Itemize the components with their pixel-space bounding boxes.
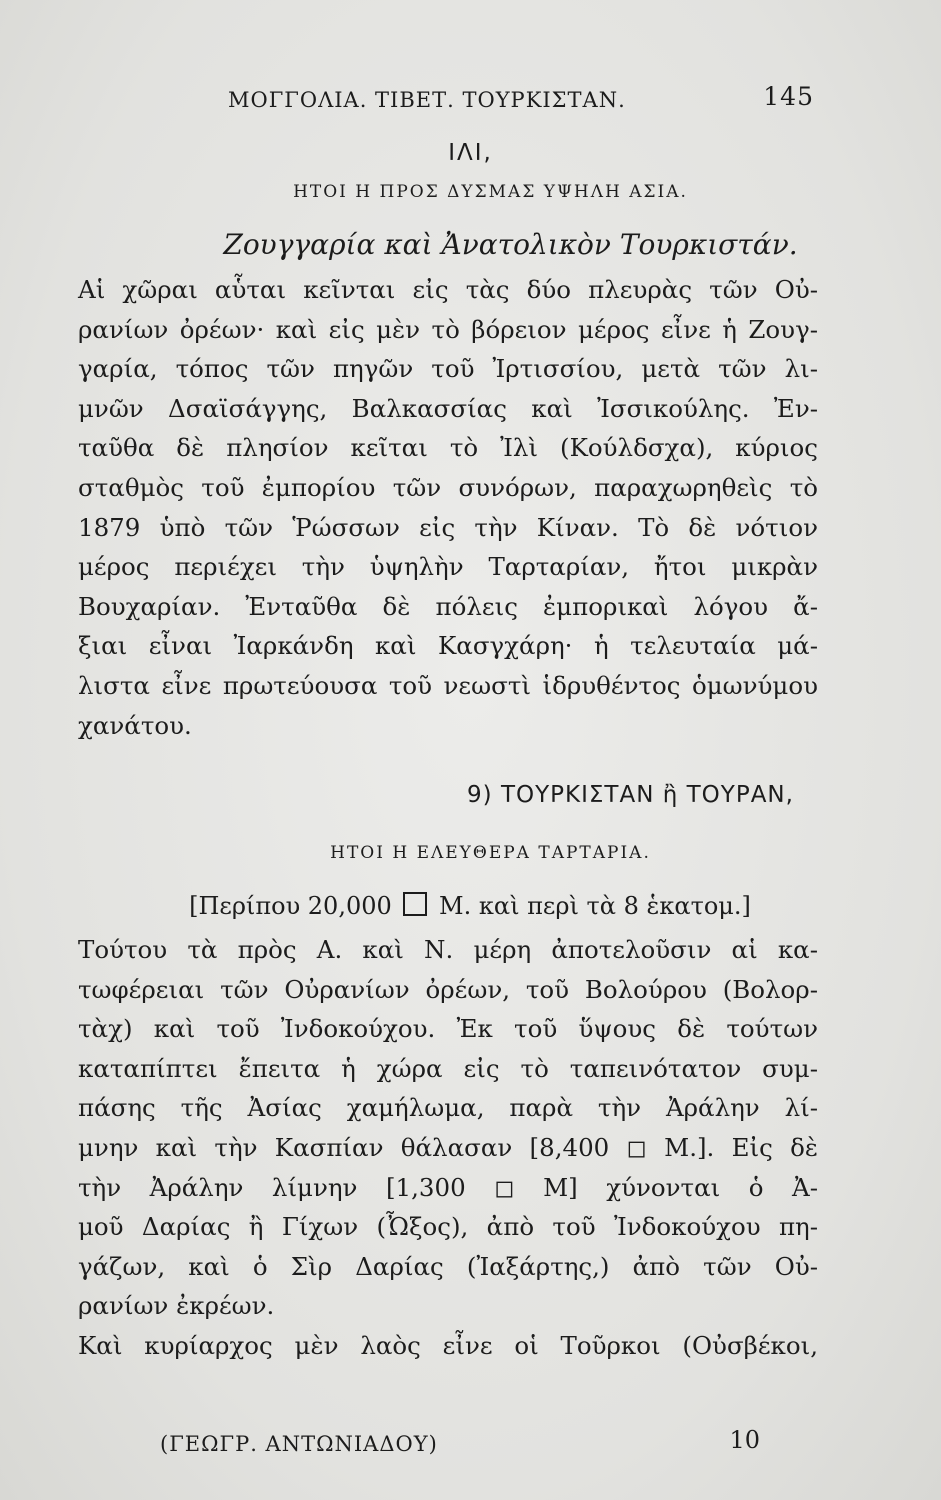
text-line: Βουχαρίαν. Ἐνταῦθα δὲ πόλεις ἐμπορικαὶ λόγου ἄ-: [78, 591, 818, 621]
text-line: τωφέρειαι τῶν Οὐρανίων ὀρέων, τοῦ Βολούρου (Βολορ-: [78, 974, 818, 1004]
running-title: ΜΟΓΓΟΛΙΑ. ΤΙΒΕΤ. ΤΟΥΡΚΙΣΤΑΝ.: [228, 88, 626, 112]
text-line: γαρία, τόπος τῶν πηγῶν τοῦ Ἰρτισσίου, μετὰ τῶν λι-: [78, 354, 818, 384]
paragraph-zungaria: [78, 270, 818, 745]
text-line: τὴν Ἀράλην λίμνην [1,300 ◻ Μ] χύνονται ὁ Ἀ-: [78, 1172, 818, 1202]
text-line: τὰχ) καὶ τοῦ Ἰνδοκούχου. Ἐκ τοῦ ὕψους δὲ τούτων: [78, 1014, 818, 1044]
text-line: μνην καὶ τὴν Κασπίαν θάλασαν [8,400 ◻ Μ.]. Εἰς δὲ: [78, 1132, 818, 1162]
area-note: [130, 892, 810, 920]
area-note-end: Μ. καὶ περὶ τὰ 8 ἑκατομ.]: [439, 892, 751, 920]
text-line: καταπίπτει ἔπειτα ἡ χώρα εἰς τὸ ταπεινότατον συμ-: [78, 1053, 818, 1083]
text-line: ξιαι εἶναι Ἰαρκάνδη καὶ Κασγχάρη· ἡ τελευταία μά-: [78, 631, 818, 661]
text-line: μοῦ Δαρίας ἢ Γίχων (Ὦξος), ἀπὸ τοῦ Ἰνδοκούχου πη-: [78, 1212, 818, 1242]
text-line: πάσης τῆς Ἀσίας χαμήλωμα, παρὰ τὴν Ἀράλην λί-: [78, 1093, 818, 1123]
section-number: ΙΛΙ,: [448, 140, 493, 166]
text-line: μέρος περιέχει τὴν ὑψηλὴν Ταρταρίαν, ἤτοι μικρὰν: [78, 552, 818, 582]
text-line: Τούτου τὰ πρὸς Α. καὶ Ν. μέρη ἀποτελοῦσιν αἱ κα-: [78, 935, 818, 964]
square-symbol-icon: [403, 892, 427, 916]
text-line: ταῦθα δὲ πλησίον κεῖται τὸ Ἰλὶ (Κούλδσχα), κύριος: [78, 433, 818, 463]
text-line: λιστα εἶνε πρωτεύουσα τοῦ νεωστὶ ἱδρυθέντος ὁμωνύμου: [78, 670, 818, 700]
text-line: ρανίων ἐκρέων.: [78, 1291, 275, 1321]
text-line: γάζων, καὶ ὁ Σὶρ Δαρίας (Ἰαξάρτης,) ἀπὸ τῶν Οὐ-: [78, 1251, 818, 1281]
paragraph-turkestan: [78, 930, 818, 1366]
section-italic-title: Ζουγγαρία καὶ Ἀνατολικὸν Τουρκιστάν.: [223, 228, 798, 261]
area-note-start: [Περίπου 20,000: [189, 892, 392, 920]
text-line: μνῶν Δσαϊσάγγης, Βαλκασσίας καὶ Ἰσσικούλης. Ἐν-: [78, 393, 818, 423]
page-footer: [160, 1426, 760, 1466]
section-heading-turkestan: 9) ΤΟΥΡΚΙΣΤΑΝ ἢ ΤΟΥΡΑΝ,: [467, 782, 794, 808]
signature-mark: 10: [729, 1426, 760, 1454]
text-line: χανάτου.: [78, 710, 192, 740]
footer-author: (ΓΕΩΓΡ. ΑΝΤΩΝΙΑΔΟΥ): [160, 1432, 438, 1456]
page-number: 145: [763, 82, 814, 111]
running-header: [228, 82, 818, 122]
text-line: Αἱ χῶραι αὗται κεῖνται εἰς τὰς δύο πλευρὰς τῶν Οὐ-: [78, 275, 818, 304]
text-line: σταθμὸς τοῦ ἐμπορίου τῶν συνόρων, παραχωρηθεὶς τὸ: [78, 472, 818, 502]
text-line: Καὶ κυρίαρχος μὲν λαὸς εἶνε οἱ Τοῦρκοι (Οὐσβέκοι,: [78, 1330, 818, 1360]
text-line: 1879 ὑπὸ τῶν Ῥώσσων εἰς τὴν Κίναν. Τὸ δὲ νότιον: [78, 512, 818, 542]
section-subtitle: ΗΤΟΙ Η ΠΡΟΣ ΔΥΣΜΑΣ ΥΨΗΛΗ ΑΣΙΑ.: [293, 182, 688, 202]
text-line: ρανίων ὀρέων· καὶ εἰς μὲν τὸ βόρειον μέρος εἶνε ἡ Ζουγ-: [78, 314, 818, 344]
section-subtitle-turkestan: ΗΤΟΙ Η ΕΛΕΥΘΕΡΑ ΤΑΡΤΑΡΙΑ.: [330, 843, 651, 863]
